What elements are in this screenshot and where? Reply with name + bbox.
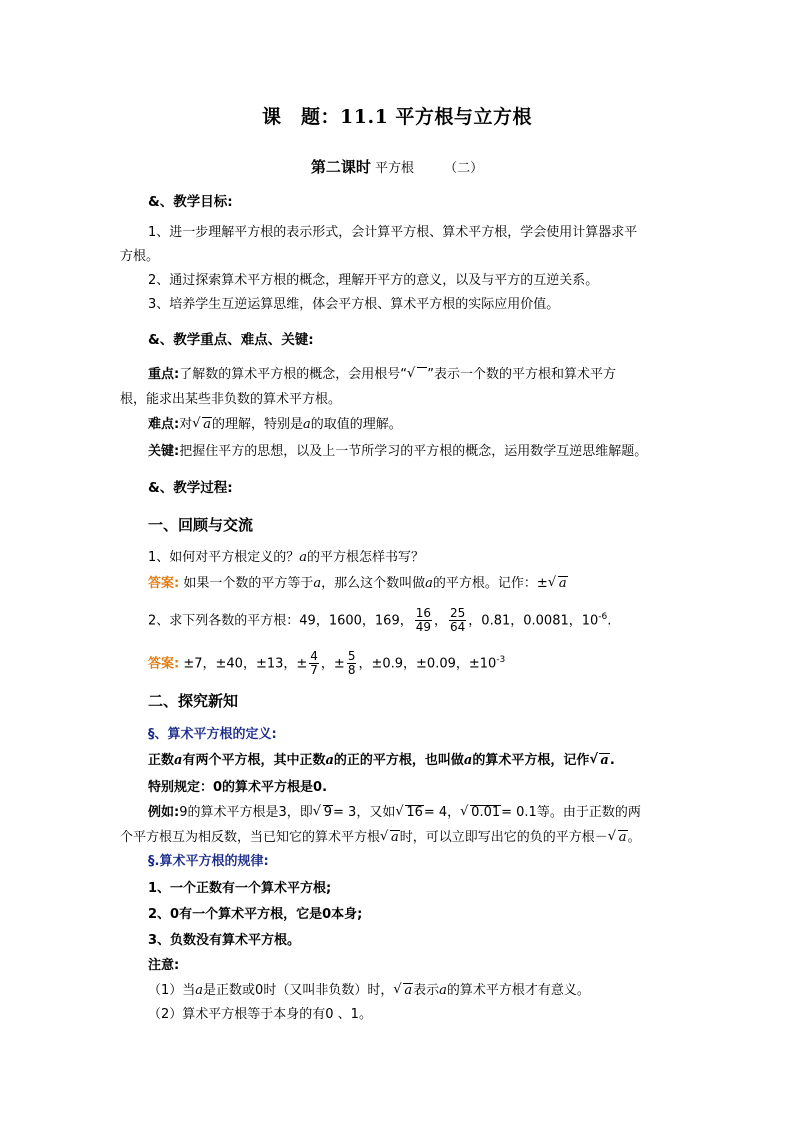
fraction-5-8: $\frac{5}{8}$ [347, 649, 356, 678]
rule-2: 2、0有一个算术平方根，它是0本身; [148, 907, 363, 922]
sqrt-a: √ a [590, 752, 609, 770]
sqrt-9: √ 9 [314, 804, 333, 822]
fraction-4-7: $\frac{4}{7}$ [310, 649, 318, 678]
fraction-25-64: $\frac{25}{64}$ [450, 606, 466, 635]
def-text-d: 的算术平方根，记作 [472, 753, 590, 768]
difficult-label: 难点: [148, 417, 180, 432]
example-line-1 [148, 804, 641, 822]
sqrt-a: √ a [394, 982, 413, 1000]
exponent: -3 [496, 655, 506, 665]
note1-text-d: 的算术平方根才有意义。 [446, 983, 590, 998]
variable-a: a [425, 576, 433, 591]
a1-text-b: ，那么这个数叫做 [321, 576, 426, 591]
ex-text-g: 。 [627, 830, 641, 845]
a1-text-a: 如果一个数的平方等于 [183, 576, 314, 591]
variable-a: a [299, 550, 308, 565]
review-question-1 [148, 549, 424, 567]
def-text-c: 的正的平方根，也叫做 [333, 753, 464, 768]
difficult-line [148, 416, 402, 434]
objective-3: 3、培养学生互逆运算思维，体会平方根、算术平方根的实际应用价值。 [148, 297, 560, 312]
objective-1-line-1: 1、进一步理解平方根的表示形式，会计算平方根、算术平方根，学会使用计算器求平 [148, 225, 638, 240]
key-text: 把握住平方的思想，以及上一节所学习的平方根的概念，运用数学互逆思维解题。 [179, 444, 648, 459]
review-question-2: 2、求下列各数的平方根：49，1600，169， $\frac{16}{49}$ ， $\frac{25}{64}$ ，0.81，0.0081，$10^{-6}$. [148, 606, 612, 635]
difficult-text-c: 的取值的理解。 [310, 417, 402, 432]
variable-a: a [195, 983, 204, 998]
sqrt-a: √ a [609, 829, 628, 847]
q1-text-b: 的平方根怎样书写？ [307, 550, 425, 565]
ex-text-e: 个平方根互为相反数，当已知它的算术平方根 [120, 830, 381, 845]
note-label: 注意: [148, 958, 180, 973]
objective-1-line-2: 方根。 [120, 249, 160, 264]
lesson-topic: 平方根 [374, 161, 414, 176]
a2-text-b: ，±0.9，±0.09，±10 [358, 656, 497, 672]
example-line-2 [120, 829, 641, 847]
def-text-e: . [609, 753, 615, 768]
difficult-text-a: 对 [179, 417, 193, 432]
focus-line-1 [148, 366, 616, 384]
key-line [148, 443, 647, 461]
lesson-part: （二） [444, 161, 484, 176]
variable-a: a [303, 417, 311, 432]
sqrt-a: √ a [381, 829, 400, 847]
objectives-heading: &、教学目标: [148, 194, 233, 210]
variable-a: a [174, 753, 183, 768]
radical-symbol [408, 366, 427, 384]
rule-heading: §.算术平方根的规律: [148, 854, 269, 869]
fraction-16-49: $\frac{16}{49}$ [415, 606, 431, 635]
explore-heading: 二、探究新知 [148, 692, 239, 710]
ex-text-c: = 4， [423, 805, 461, 820]
sqrt-16: √ 16 [396, 804, 424, 822]
focus-line-2: 根，能求出某些非负数的算术平方根。 [120, 392, 342, 407]
q1-text-a: 1、如何对平方根定义的？ [148, 550, 300, 565]
focus-label: 重点: [148, 367, 180, 382]
variable-a: a [463, 753, 473, 768]
def-text-b: 有两个平方根，其中正数 [182, 753, 326, 768]
difficult-text-b: 的理解，特别是 [211, 417, 303, 432]
sqrt-a: √ a [549, 575, 568, 593]
process-heading: &、教学过程: [148, 480, 233, 496]
definition-heading: §、算术平方根的定义: [148, 727, 277, 742]
q2-text-c: . [607, 613, 612, 629]
ex-text-d: = 0.1等。由于正数的两 [501, 805, 641, 820]
sqrt-0-01: √ 0.01 [461, 804, 501, 822]
note-2: （2）算术平方根等于本身的有0 、1。 [148, 1007, 372, 1022]
ex-text-b: = 3，又如 [333, 805, 396, 820]
focus-text-a: 了解数的算术平方根的概念，会用根号“ [179, 367, 407, 382]
special-rule: 特别规定：0的算术平方根是0. [148, 780, 328, 795]
key-label: 关键: [148, 444, 180, 459]
definition-text [148, 752, 615, 770]
a1-text-c: 的平方根。记作：± [432, 576, 548, 591]
variable-a: a [313, 576, 322, 591]
review-answer-1 [148, 575, 568, 593]
note1-text-b: 是正数或0时（又叫非负数）时， [203, 983, 394, 998]
q2-text-b: ，0.81，0.0081，10 [468, 613, 599, 629]
note1-text-a: （1）当 [148, 983, 196, 998]
ex-text-f: 时，可以立即写出它的负的平方根－ [399, 830, 608, 845]
note1-text-c: 表示 [413, 983, 440, 998]
keypoints-heading: &、教学重点、难点、关键: [148, 332, 314, 348]
example-label: 例如: [148, 805, 180, 820]
page-title: 课 题：11.1 平方根与立方根 [262, 106, 532, 128]
lesson-subtitle [0, 158, 794, 178]
variable-a: a [439, 983, 447, 998]
answer-label: 答案: [148, 576, 180, 591]
sqrt-a: √ a [193, 416, 212, 434]
ex-text-a: 9的算术平方根是3，即 [179, 805, 313, 820]
def-text-a: 正数 [148, 753, 175, 768]
review-answer-2: 答案: ±7，±40，±13，± $\frac{4}{7}$ ，± $\frac{5}{8}$ ，±0.9，±0.09，$\pm 10^{-3}$ [148, 649, 506, 678]
focus-text-b: ”表示一个数的平方根和算术平方 [427, 367, 616, 382]
variable-a: a [325, 753, 334, 768]
rule-1: 1、一个正数有一个算术平方根; [148, 881, 332, 896]
exponent: -6 [598, 612, 608, 622]
note-1 [148, 982, 590, 1000]
review-heading: 一、回顾与交流 [148, 516, 254, 534]
answer-label: 答案: [148, 656, 180, 672]
q2-text-a: 2、求下列各数的平方根：49，1600，169， [148, 613, 413, 629]
rule-3: 3、负数没有算术平方根。 [148, 933, 301, 948]
objective-2: 2、通过探索算术平方根的概念，理解开平方的意义，以及与平方的互逆关系。 [148, 273, 599, 288]
a2-text-a: ±7，±40，±13，± [183, 656, 308, 672]
lesson-number: 第二课时 [310, 158, 371, 176]
